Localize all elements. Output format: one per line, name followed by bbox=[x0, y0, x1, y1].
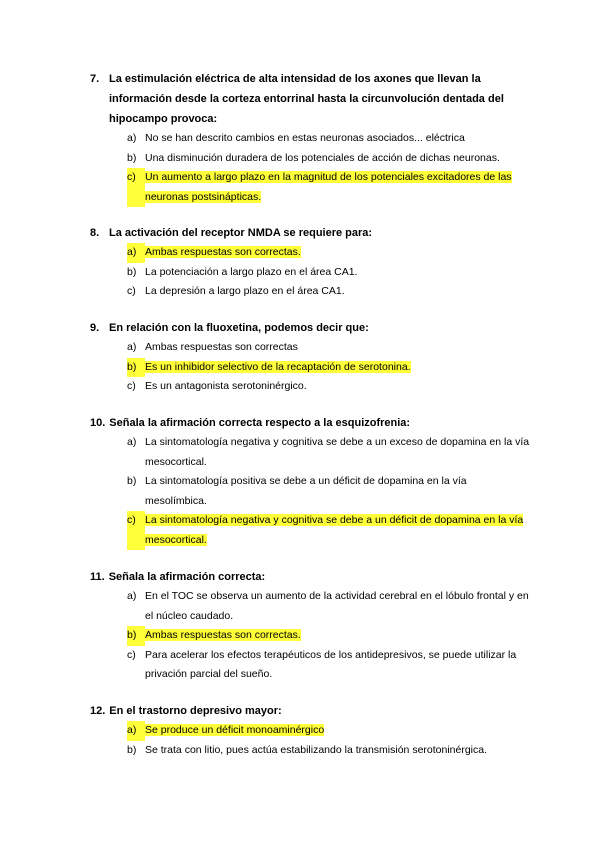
option-c bbox=[127, 377, 530, 397]
option-b bbox=[127, 149, 530, 169]
option-a bbox=[127, 338, 530, 358]
option-list bbox=[90, 433, 530, 550]
question-header bbox=[90, 318, 530, 338]
option-b-correct bbox=[127, 358, 530, 378]
question-number: 12. bbox=[90, 705, 106, 717]
option-text-highlighted: Ambas respuestas son correctas. bbox=[145, 246, 301, 258]
option-letter: a) bbox=[127, 341, 137, 353]
option-letter: a) bbox=[127, 243, 145, 263]
option-c bbox=[127, 646, 530, 685]
question-text: Señala la afirmación correcta respecto a la esquizofrenia: bbox=[109, 417, 411, 429]
question-text: En el trastorno depresivo mayor: bbox=[109, 705, 282, 717]
option-letter: c) bbox=[127, 648, 136, 661]
question-text: La estimulación eléctrica de alta intensidad de los axones que llevan la información desde la corteza entorrinal hasta la circunvolución dentada del hipocampo provoca: bbox=[109, 73, 504, 125]
option-text: Una disminución duradera de los potenciales de acción de dichas neuronas. bbox=[145, 151, 500, 164]
option-letter: a) bbox=[127, 132, 137, 144]
question-header bbox=[90, 701, 530, 721]
option-b bbox=[127, 472, 530, 511]
option-text: La sintomatología negativa y cognitiva se debe a un exceso de dopamina en la vía mesocortical. bbox=[145, 436, 530, 468]
question-text: La activación del receptor NMDA se requiere para: bbox=[109, 227, 373, 239]
option-text: La depresión a largo plazo en el área CA1. bbox=[145, 285, 345, 297]
option-letter: c) bbox=[127, 285, 136, 297]
option-list bbox=[90, 243, 530, 302]
option-text: En el TOC se observa un aumento de la actividad cerebral en el lóbulo frontal y en el núcleo caudado. bbox=[145, 590, 529, 622]
question-11 bbox=[90, 567, 530, 685]
option-b-correct bbox=[127, 626, 530, 646]
option-letter: c) bbox=[127, 511, 145, 550]
option-text-highlighted: Un aumento a largo plazo en la magnitud de los potenciales excitadores de las neuronas postsinápticas. bbox=[145, 171, 512, 203]
question-9 bbox=[90, 318, 530, 397]
option-a bbox=[127, 433, 530, 472]
option-letter: b) bbox=[127, 626, 145, 646]
option-c-correct bbox=[127, 511, 530, 550]
question-7 bbox=[90, 69, 530, 207]
option-letter: a) bbox=[127, 590, 137, 602]
option-text: La sintomatología positiva se debe a un déficit de dopamina en la vía mesolímbica. bbox=[145, 475, 467, 507]
question-number: 11. bbox=[90, 571, 105, 583]
question-8 bbox=[90, 223, 530, 302]
option-letter: b) bbox=[127, 151, 137, 164]
question-10 bbox=[90, 413, 530, 550]
option-letter: c) bbox=[127, 168, 145, 207]
option-text: Ambas respuestas son correctas bbox=[145, 341, 298, 353]
option-list bbox=[90, 338, 530, 397]
option-b bbox=[127, 263, 530, 283]
question-number: 10. bbox=[90, 417, 106, 429]
option-text-highlighted: La sintomatología negativa y cognitiva se debe a un déficit de dopamina en la vía mesocortical. bbox=[145, 514, 524, 546]
option-text-highlighted: Se produce un déficit monoaminérgico bbox=[145, 724, 325, 736]
option-letter: a) bbox=[127, 436, 137, 448]
option-a bbox=[127, 587, 530, 626]
question-header bbox=[90, 567, 530, 587]
option-letter: c) bbox=[127, 380, 136, 392]
question-12 bbox=[90, 701, 530, 760]
option-a bbox=[127, 129, 530, 149]
option-text: No se han descrito cambios en estas neuronas asociados... eléctrica bbox=[145, 132, 465, 144]
question-text: En relación con la fluoxetina, podemos decir que: bbox=[109, 322, 369, 334]
question-number: 7. bbox=[90, 73, 100, 85]
question-number: 9. bbox=[90, 322, 100, 334]
option-text: La potenciación a largo plazo en el área CA1. bbox=[145, 265, 358, 278]
option-letter: b) bbox=[127, 265, 137, 278]
option-list bbox=[90, 721, 530, 760]
option-c bbox=[127, 282, 530, 302]
option-list bbox=[90, 587, 530, 685]
question-text: Señala la afirmación correcta: bbox=[108, 571, 266, 583]
option-letter: b) bbox=[127, 743, 137, 756]
option-text: Para acelerar los efectos terapéuticos de los antidepresivos, se puede utilizar la privación parcial del sueño. bbox=[145, 648, 517, 680]
option-text: Es un antagonista serotoninérgico. bbox=[145, 380, 307, 392]
question-header bbox=[90, 223, 530, 243]
question-header bbox=[90, 413, 530, 433]
option-text: Se trata con litio, pues actúa estabilizando la transmisión serotoninérgica. bbox=[145, 743, 488, 756]
question-number: 8. bbox=[90, 227, 100, 239]
option-b bbox=[127, 741, 530, 761]
option-letter: a) bbox=[127, 721, 145, 741]
option-a-correct bbox=[127, 721, 530, 741]
option-c-correct bbox=[127, 168, 530, 207]
option-text-highlighted: Es un inhibidor selectivo de la recaptación de serotonina. bbox=[145, 360, 411, 373]
option-letter: b) bbox=[127, 358, 145, 378]
option-letter: b) bbox=[127, 475, 137, 487]
option-text-highlighted: Ambas respuestas son correctas. bbox=[145, 629, 301, 641]
option-a-correct bbox=[127, 243, 530, 263]
question-header bbox=[90, 69, 530, 129]
option-list bbox=[90, 129, 530, 207]
